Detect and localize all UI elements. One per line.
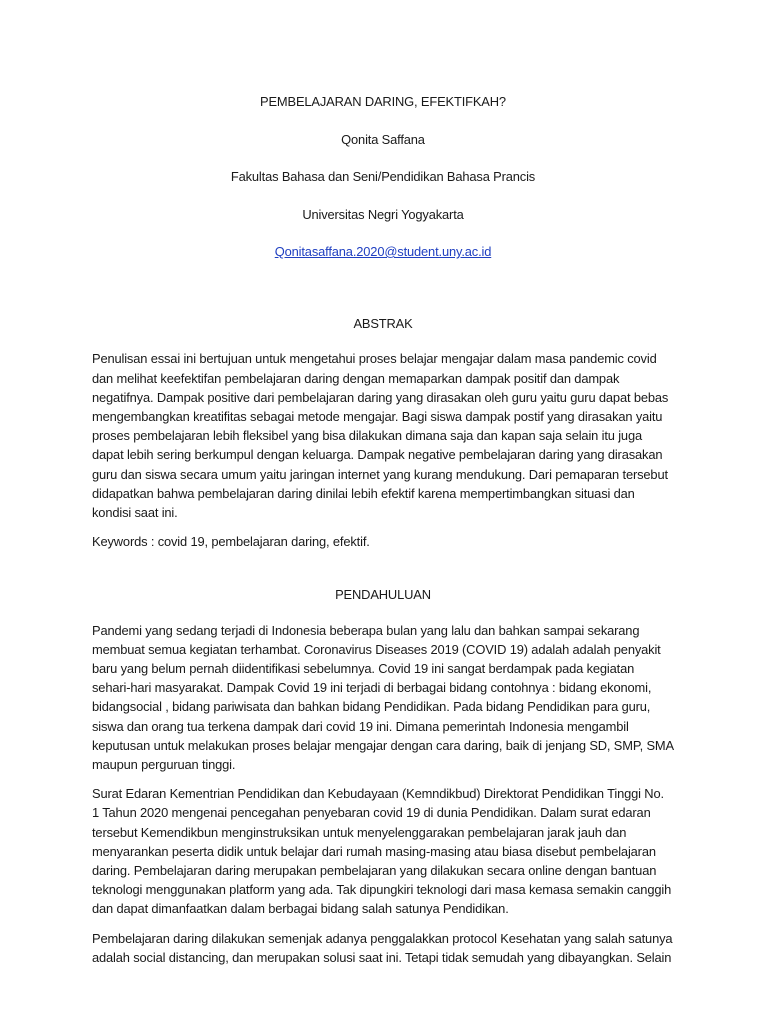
faculty-line: Fakultas Bahasa dan Seni/Pendidikan Bahasa Prancis (230, 169, 536, 184)
abstract-body: Penulisan essai ini bertujuan untuk mengetahui proses belajar mengajar dalam masa pandemic covid dan melihat keefektifan pembelajaran daring dengan memaparkan dampak positif dan dampak negatifnya. Dampak positive dari pembelajaran daring yang dirasakan oleh guru yaitu guru dapat bebas mengembangkan kreatifitas sebagai metode mengajar. Bagi siswa dampak postif yang dirasakan yaitu proses pembelajaran lebih fleksibel yang bisa dilakukan dimana saja dan kapan saja selain itu juga dapat lebih sering berkumpul dengan keluarga. Dampak negative pembelajaran daring yang dirasakan guru dan siswa secara umum yaitu jaringan internet yang kurang mendukung. Dari pemaparan tersebut didapatkan bahwa pembelajaran daring dinilai lebih efektif karena mempertimbangkan situasi dan kondisi saat ini. (92, 351, 669, 521)
introduction-paragraph: Surat Edaran Kementrian Pendidikan dan Kebudayaan (Kemndikbud) Direktorat Pendidikan Tinggi No. 1 Tahun 2020 mengenai pencegahan penyebaran covid 19 di dunia Pendidikan. Dalam surat edaran tersebut Kemendikbun menginstruksikan untuk menyelenggarakan pembelajaran jarak jauh dan menyarankan peserta didik untuk belajar dari rumah masing-masing atau biasa disebut pembelajaran daring. Pembelajaran daring merupakan pembelajaran yang dilakukan secara online dengan bantuan teknologi menggunakan platform yang ada. Tak dipungkiri teknologi dari masa kemasa semakin canggih dan dapat dimanfaatkan dalam berbagai bidang salah satunya Pendidikan. (92, 786, 672, 917)
paper-title: PEMBELAJARAN DARING, EFEKTIFKAH? (260, 94, 506, 109)
spacer (92, 551, 674, 585)
author-email-link[interactable]: Qonitasaffana.2020@student.uny.ac.id (274, 244, 492, 259)
spacer (92, 522, 674, 532)
spacer (92, 774, 674, 784)
author-email-row (92, 242, 674, 261)
keywords-line: Keywords : covid 19, pembelajaran daring, efektif. (92, 534, 370, 550)
author-name: Qonita Saffana (341, 131, 425, 147)
spacer (92, 261, 674, 314)
spacer (92, 605, 674, 621)
abstract-heading: ABSTRAK (353, 316, 413, 332)
university-line: Universitas Negri Yogyakarta (302, 206, 464, 222)
introduction-paragraph: Pandemi yang sedang terjadi di Indonesia beberapa bulan yang lalu dan bahkan sampai sekarang membuat semua kegiatan terhambat. Coronavirus Diseases 2019 (COVID 19) adalah adalah penyakit baru yang belum pernah diidentifikasi sebelumnya. Covid 19 ini sangat berdampak pada kegiatan sehari-hari masyarakat. Dampak Covid 19 ini terjadi di berbagai bidang contohnya : bidang ekonomi, bidangsocial , bidang pariwisata dan bahkan bidang Pendidikan. Pada bidang Pendidikan para guru, siswa dan orang tua terkena dampak dari covid 19 ini. Dimana pemerintah Indonesia mengambil keputusan untuk melakukan proses belajar mengajar dengan cara daring, baik di jenjang SD, SMP, SMA maupun perguruan tinggi. (92, 622, 674, 773)
introduction-paragraph: Pembelajaran daring dilakukan semenjak adanya penggalakkan protocol Kesehatan yang salah satunya adalah social distancing, dan merupakan solusi saat ini. Tetapi tidak semudah yang dibayangkan. Selain (92, 930, 673, 965)
document-content (92, 92, 674, 967)
introduction-heading: PENDAHULUAN (335, 587, 431, 603)
spacer (92, 919, 674, 929)
spacer (92, 333, 674, 349)
